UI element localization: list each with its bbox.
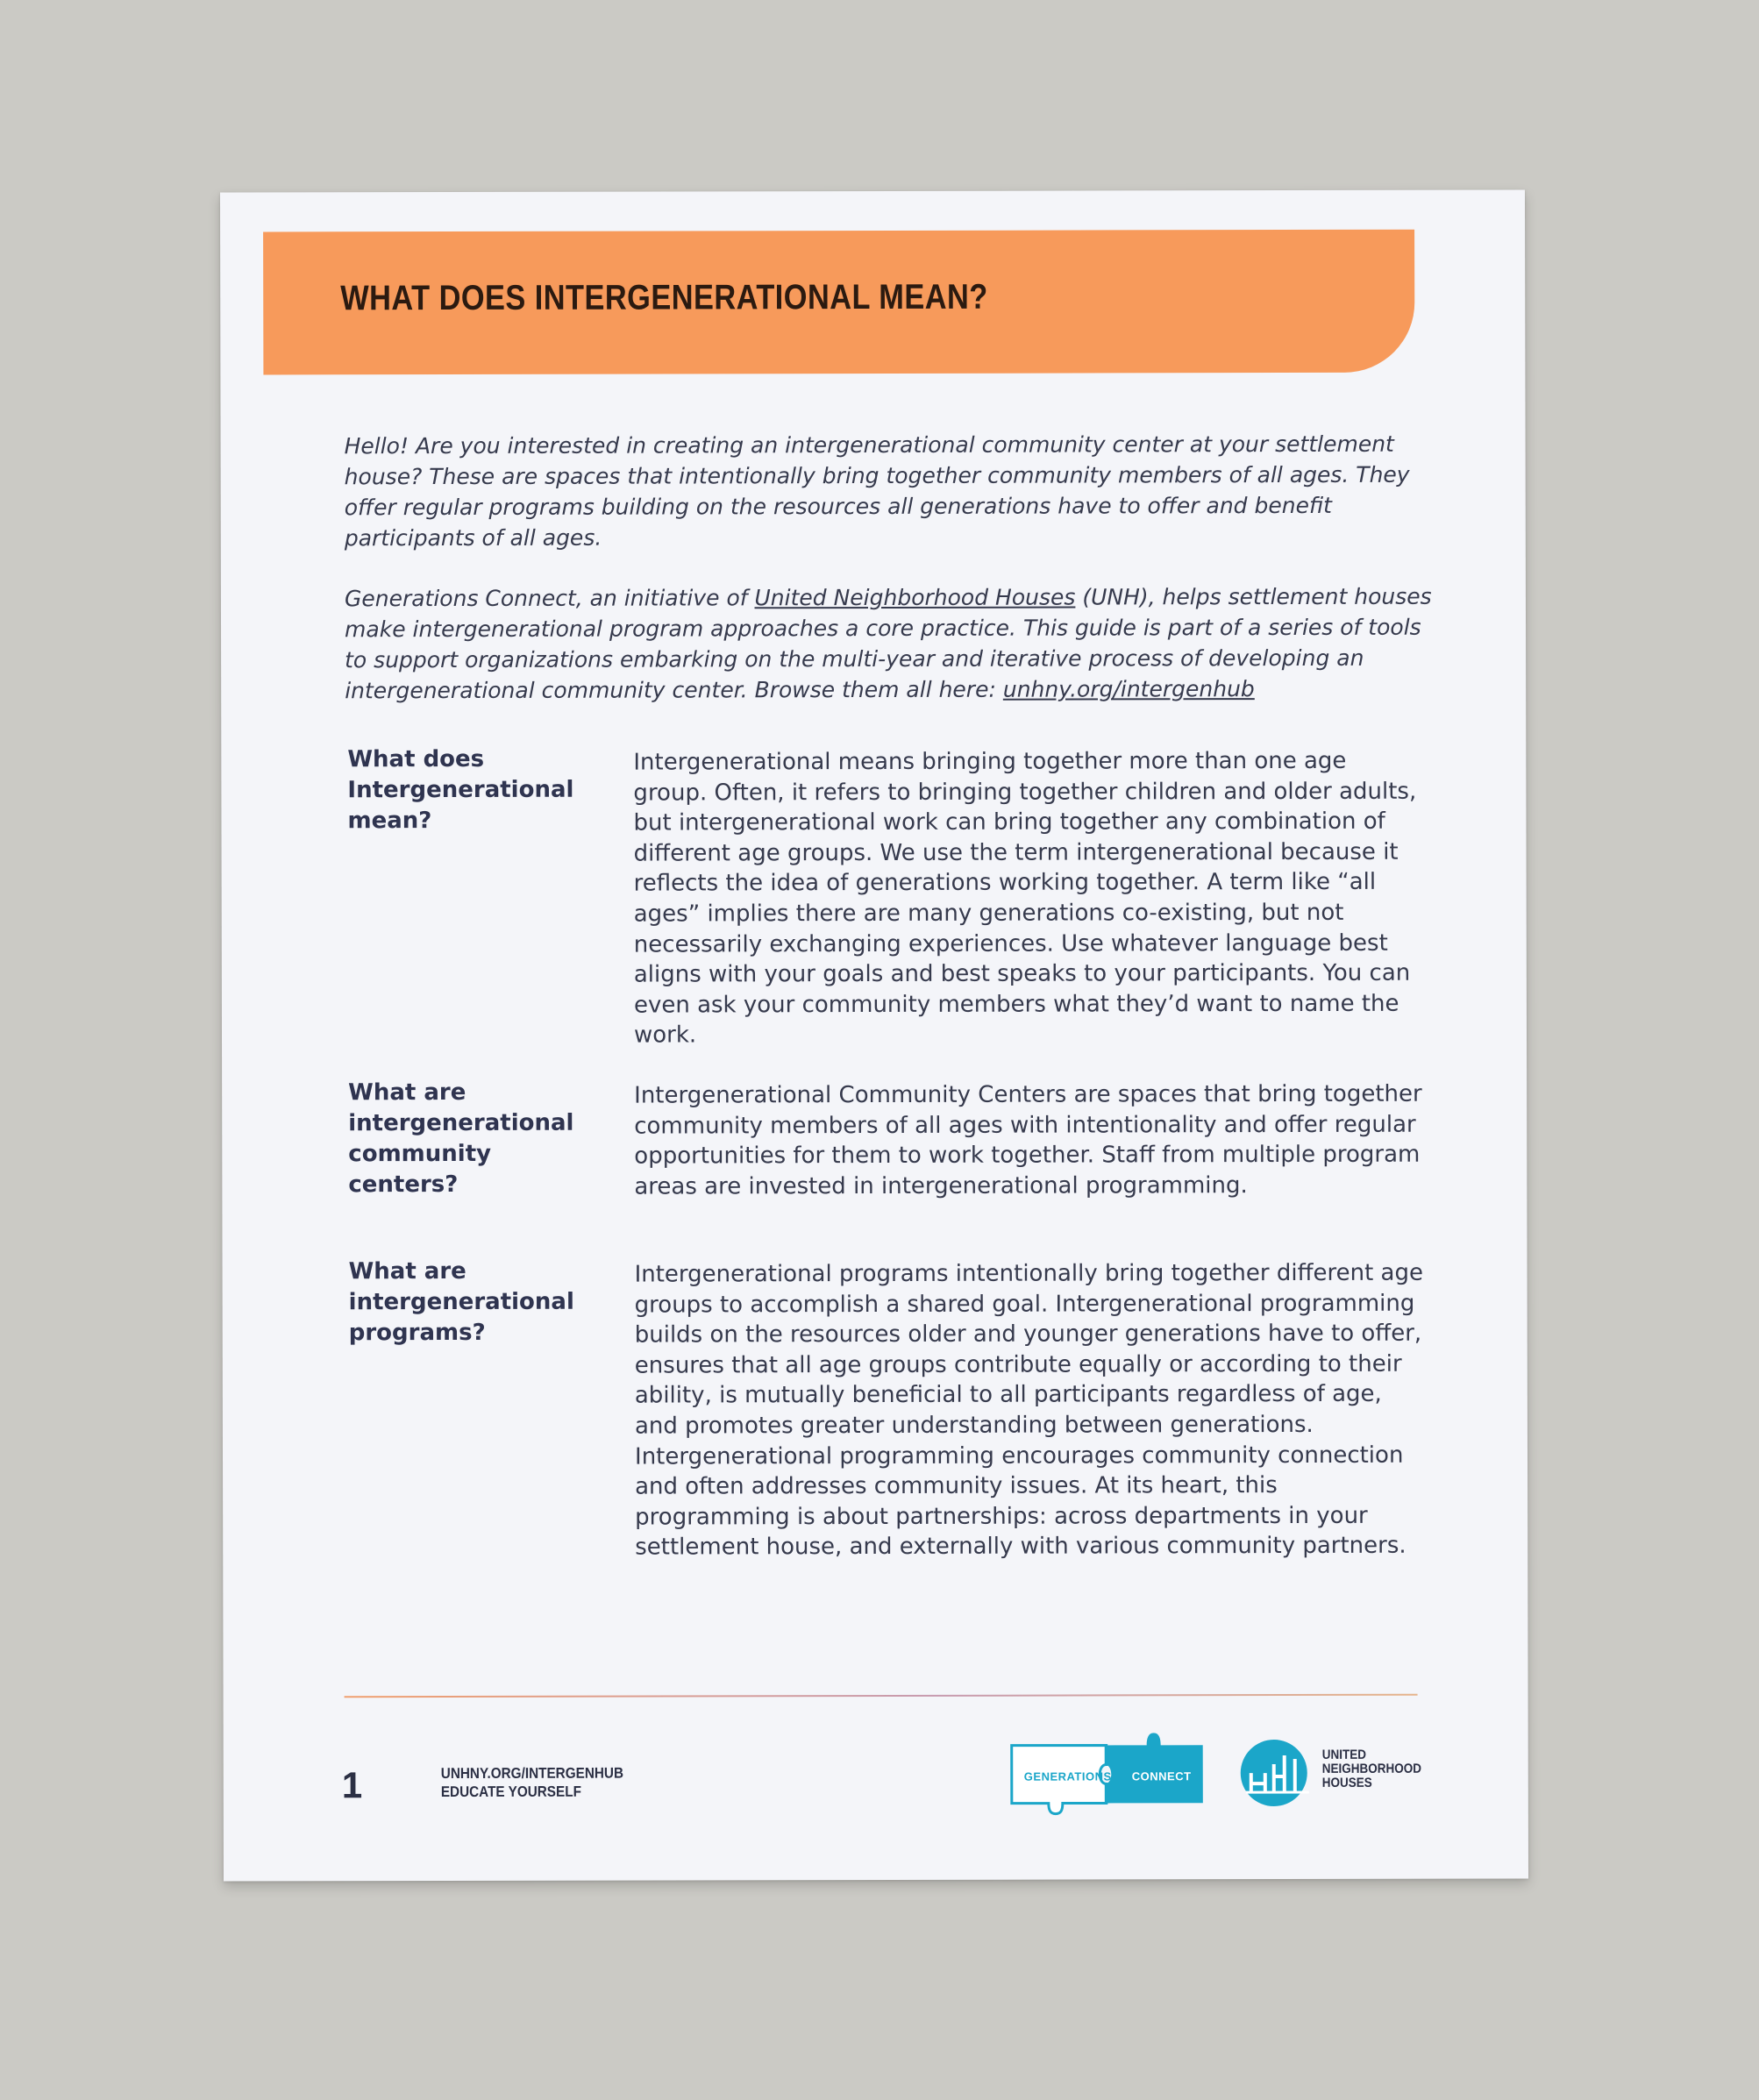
section-community-centers <box>348 1076 1427 1200</box>
intro-text-2b: (UNH), helps settlement houses make intergenerational program approaches a core practice. This guide is part of a series of tools to support organizations embarking on the multi-year and iterative process of developing an intergenerational community center. Browse them all here: <box>344 583 1432 704</box>
intro-paragraph-1 <box>345 429 1441 554</box>
section-label: What does Intergenerational mean? <box>347 745 574 835</box>
section-body: Intergenerational means bringing together more than one age group. Often, it refers to bringing together children and older adults, but intergenerational work can bring together any combination of different age groups. We use the term intergenerational because it reflects the idea of generations working together. A term like “all ages” implies there are many generations co-existing, but not necessarily exchanging experiences. Use whatever language best aligns with your goals and best speaks to your participants. You can even ask your community members what they’d want to name the work. <box>633 747 1417 1049</box>
intro-text-2a: Generations Connect, an initiative of <box>344 585 755 612</box>
footer-text <box>441 1764 623 1801</box>
title-banner <box>263 230 1414 375</box>
gc-logo-right-text: CONNECT <box>1131 1769 1192 1783</box>
page-number: 1 <box>341 1764 363 1806</box>
unh-line-2: NEIGHBORHOOD <box>1321 1761 1422 1776</box>
unh-emblem-icon <box>1239 1738 1318 1808</box>
footer-divider <box>345 1694 1418 1698</box>
unh-link[interactable]: United Neighborhood Houses <box>754 584 1076 611</box>
section-label: What are intergenerational programs? <box>348 1257 574 1347</box>
unh-line-3: HOUSES <box>1321 1775 1372 1790</box>
unh-logo <box>1239 1738 1449 1809</box>
intro-paragraph-2 <box>345 581 1441 707</box>
intergenhub-link[interactable]: unhny.org/intergenhub <box>1002 676 1255 702</box>
section-body: Intergenerational programs intentionally bring together different age groups to accomplish a shared goal. Intergenerational programming builds on the resources older and younger generations have to offer, ensures that all age groups contribute equally or according to their ability, is mutually beneficial to all participants regardless of age, and promotes greater understanding between generations. Intergenerational programming encourages community connection and often addresses community issues. At its heart, this programming is about partnerships: across departments in your settlement house, and externally with various community partners. <box>634 1259 1424 1561</box>
unh-line-1: UNITED <box>1321 1747 1366 1762</box>
document-page <box>220 189 1528 1881</box>
generations-connect-logo <box>1010 1729 1205 1822</box>
section-body: Intergenerational Community Centers are spaces that bring together community members of all ages with intentionality and offer regular opportunities for them to work together. Staff from multiple program areas are invested in intergenerational programming. <box>634 1080 1422 1200</box>
gc-logo-left-text: GENERATIONS <box>1023 1769 1112 1783</box>
page-title: WHAT DOES INTERGENERATIONAL MEAN? <box>340 277 988 318</box>
intro-text-1: Hello! Are you interested in creating an intergenerational community center at your settlement house? These are spaces that intentionally bring together community members of all ages. They offer regular programs building on the resources all generations have to offer and benefit participants of all ages. <box>344 431 1410 552</box>
section-intergenerational-meaning <box>347 743 1426 1049</box>
section-programs <box>348 1255 1428 1561</box>
footer-url: UNHNY.ORG/INTERGENHUB <box>440 1764 624 1783</box>
unh-wordmark <box>1322 1748 1421 1790</box>
section-label: What are intergenerational community centers? <box>348 1078 574 1199</box>
footer-tagline: EDUCATE YOURSELF <box>440 1783 581 1801</box>
